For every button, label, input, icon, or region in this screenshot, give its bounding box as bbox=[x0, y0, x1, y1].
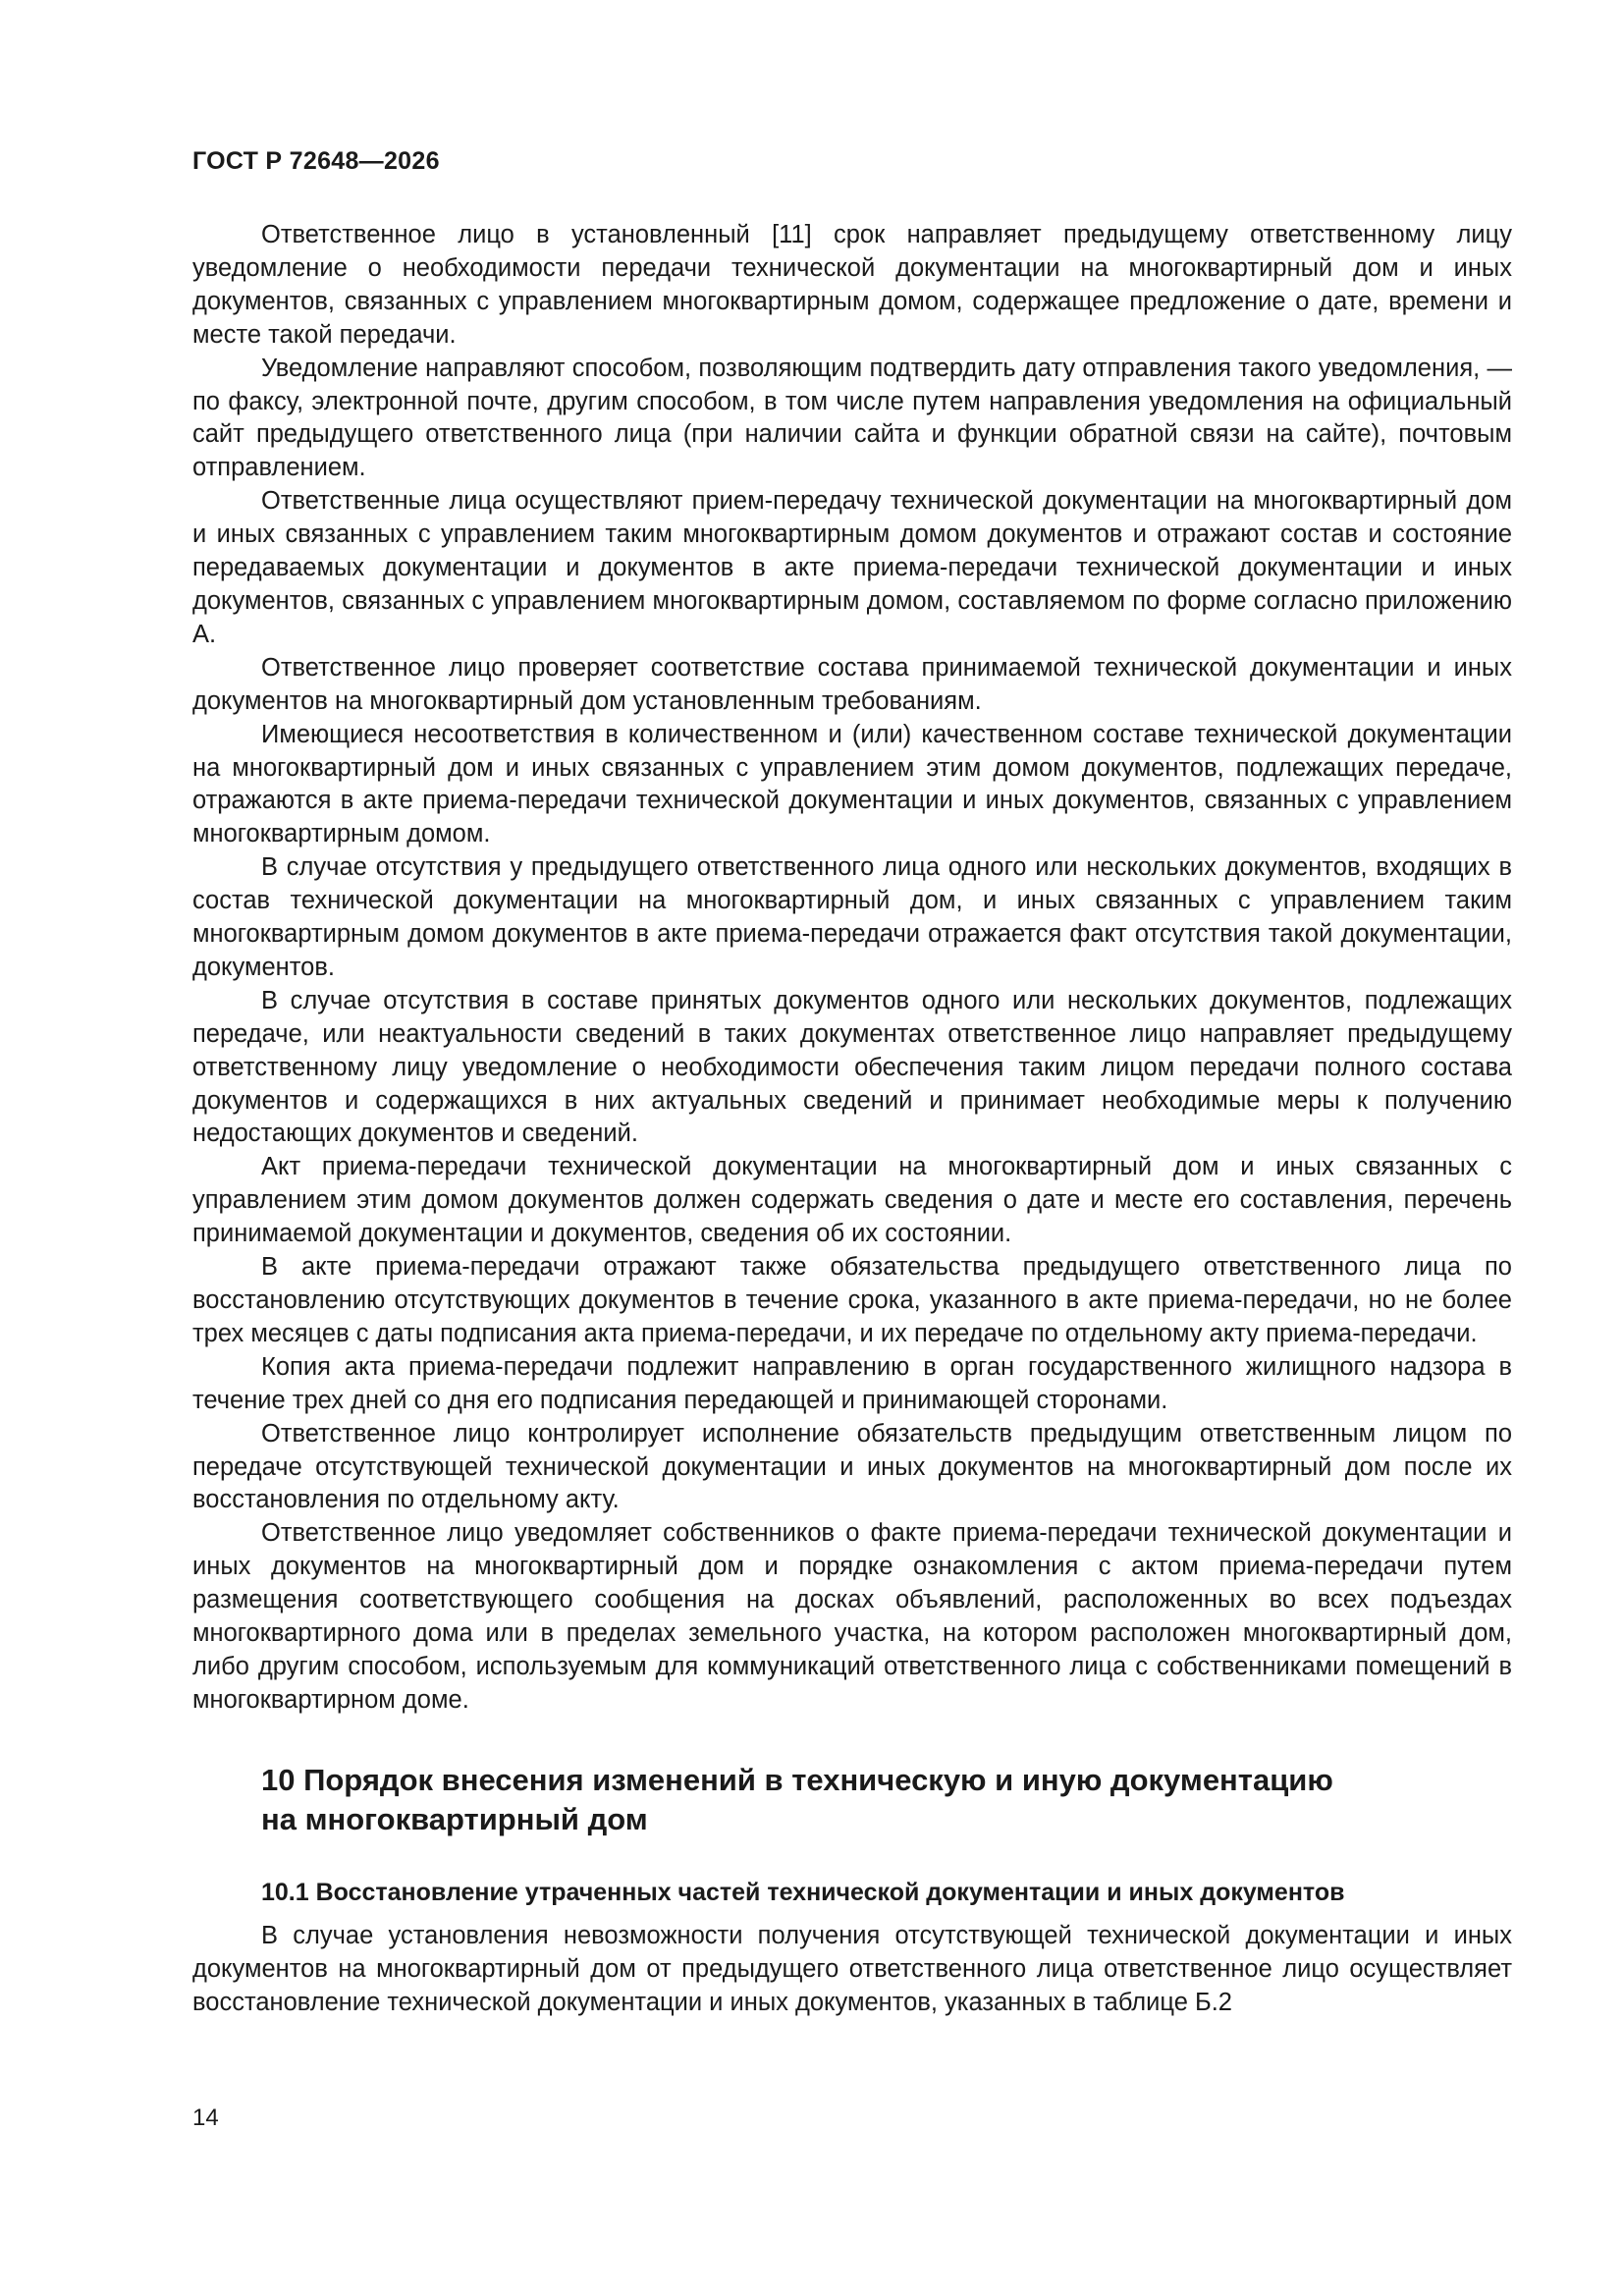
paragraph: Копия акта приема-передачи подлежит направлению в орган государственного жилищного надзора в течение трех дней со дня его подписания передающей и принимающей сторонами. bbox=[192, 1352, 1512, 1414]
section-heading-line: 10 Порядок внесения изменений в техническую и иную документацию bbox=[261, 1762, 1333, 1797]
subsection-heading: 10.1 Восстановление утраченных частей технической документации и иных документов bbox=[261, 1878, 1345, 1906]
page-number: 14 bbox=[192, 2105, 219, 2131]
paragraph: В случае отсутствия в составе принятых документов одного или нескольких документов, подлежащих передаче, или неактуальности сведений в таких документах ответственное лицо направляет предыдущему ответственному лицу уведомление о необходимости обеспечения таким лицом передачи полного состава документов и содержащихся в них актуальных сведений и принимает необходимые меры к получению недостающих документов и сведений. bbox=[192, 986, 1512, 1148]
paragraph: Акт приема-передачи технической документации на многоквартирный дом и иных связанных с управлением этим домом документов должен содержать сведения о дате и месте его составления, перечень принимаемой документации и документов, сведения об их состоянии. bbox=[192, 1153, 1512, 1248]
paragraph: Имеющиеся несоответствия в количественном и (или) качественном составе технической документации на многоквартирный дом и иных связанных с управлением этим домом документов, подлежащих передаче, отражаются в акте приема-передачи технической документации и иных документов, связанных с управлением многоквартирным домом. bbox=[192, 720, 1512, 848]
paragraph: В акте приема-передачи отражают также обязательства предыдущего ответственного лица по восстановлению отсутствующих документов в течение срока, указанного в акте приема-передачи, но не более трех месяцев с даты подписания акта приема-передачи, и их передаче по отдельному акту приема-передачи. bbox=[192, 1253, 1512, 1347]
paragraph: В случае отсутствия у предыдущего ответственного лица одного или нескольких документов, входящих в состав технической документации на многоквартирный дом, и иных связанных с управлением таким многоквартирным домом документов в акте приема-передачи отражается факт отсутствия такой документации, документов. bbox=[192, 853, 1512, 981]
paragraph: Ответственное лицо проверяет соответствие состава принимаемой технической документации и иных документов на многоквартирный дом установленным требованиям. bbox=[192, 653, 1512, 715]
section-heading bbox=[261, 1761, 1512, 1839]
paragraph: Ответственное лицо в установленный [11] срок направляет предыдущему ответственному лицу уведомление о необходимости передачи технической документации на многоквартирный дом и иных документов, связанных с управлением многоквартирным домом, содержащее предложение о дате, времени и месте такой передачи. bbox=[192, 221, 1512, 349]
paragraph: Ответственное лицо контролирует исполнение обязательств предыдущим ответственным лицом по передаче отсутствующей технической документации и иных документов на многоквартирный дом после их восстановления по отдельному акту. bbox=[192, 1419, 1512, 1514]
section-heading-line: на многоквартирный дом bbox=[261, 1801, 648, 1836]
paragraph: В случае установления невозможности получения отсутствующей технической документации и иных документов на многоквартирный дом от предыдущего ответственного лица ответственное лицо осуществляет восстановление технической документации и иных документов, указанных в таблице Б.2 bbox=[192, 1921, 1512, 2016]
paragraph: Ответственные лица осуществляют прием-передачу технической документации на многоквартирный дом и иных связанных с управлением таким многоквартирным домом документов и отражают состав и состояние передаваемых документации и документов в акте приема-передачи технической документации и иных документов, связанных с управлением многоквартирным домом, составляемом по форме согласно приложению А. bbox=[192, 487, 1512, 648]
paragraph: Уведомление направляют способом, позволяющим подтвердить дату отправления такого уведомления, — по факсу, электронной почте, другим способом, в том числе путем направления уведомления на официальный сайт предыдущего ответственного лица (при наличии сайта и функции обратной связи на сайте), почтовым отправлением. bbox=[192, 354, 1512, 482]
standard-header: ГОСТ Р 72648—2026 bbox=[192, 147, 440, 175]
document-body bbox=[192, 219, 1512, 2020]
paragraph: Ответственное лицо уведомляет собственников о факте приема-передачи технической документации и иных документов на многоквартирный дом и порядке ознакомления с актом приема-передачи путем размещения соответствующего сообщения на досках объявлений, расположенных во всех подъездах многоквартирного дома или в пределах земельного участка, на котором расположен многоквартирный дом, либо другим способом, используемым для коммуникаций ответственного лица с собственниками помещений в многоквартирном доме. bbox=[192, 1519, 1512, 1714]
